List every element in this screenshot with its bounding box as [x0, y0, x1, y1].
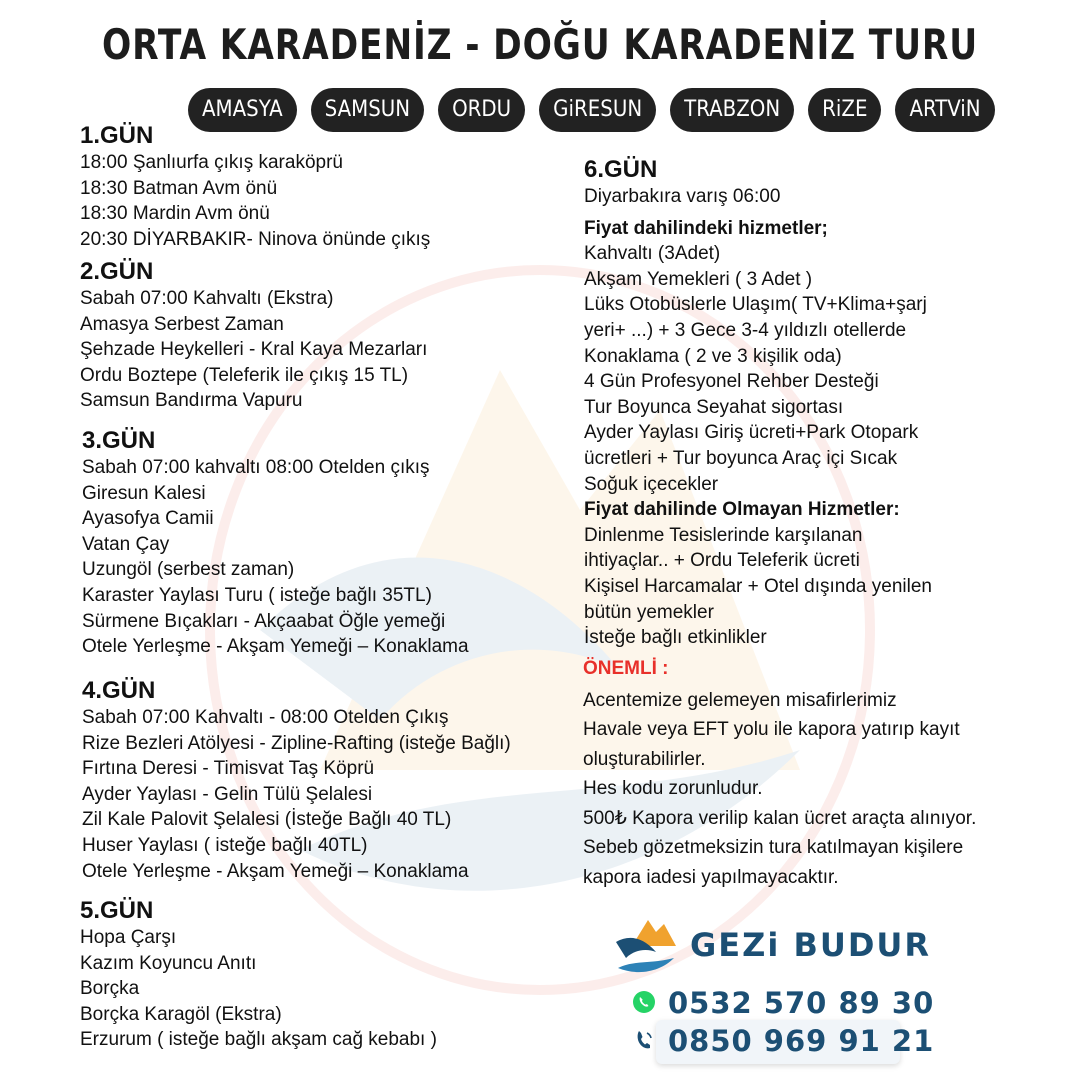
city-pill: ORDU: [438, 88, 525, 132]
itinerary-line: Hopa Çarşı: [80, 927, 177, 948]
included-line: Konaklama ( 2 ve 3 kişilik oda): [584, 345, 842, 367]
important-section: [583, 656, 976, 892]
itinerary-line: Samsun Bandırma Vapuru: [80, 390, 303, 412]
day1-heading: 1.GÜN: [80, 122, 154, 149]
city-pill: AMASYA: [188, 88, 297, 132]
day3-heading: 3.GÜN: [82, 427, 156, 454]
page-title: ORTA KARADENİZ - DOĞU KARADENİZ TURU: [101, 20, 979, 69]
itinerary-line: Otele Yerleşme - Akşam Yemeği – Konaklama: [82, 636, 469, 658]
important-heading: ÖNEMLİ :: [583, 658, 669, 679]
city-pill: TRABZON: [670, 88, 794, 132]
included-line: ücretleri + Tur boyunca Araç içi Sıcak: [584, 447, 898, 469]
city-pill: ARTViN: [895, 88, 994, 132]
itinerary-line: 18:30 Mardin Avm önü: [80, 203, 270, 225]
whatsapp-number: 0532 570 89 30: [668, 986, 935, 1020]
excluded-line: bütün yemekler: [584, 601, 714, 623]
itinerary-line: Karaster Yaylası Turu ( isteğe bağlı 35TL): [82, 584, 432, 606]
itinerary-line: Borçka: [80, 978, 140, 1000]
day3-section: [82, 427, 469, 660]
day1-section: [80, 122, 430, 252]
important-line: Acentemize gelemeyen misafirlerimiz: [583, 689, 897, 711]
included-line: 4 Gün Profesyonel Rehber Desteği: [584, 371, 879, 393]
important-line: Sebeb gözetmeksizin tura katılmayan kişilere: [583, 837, 964, 859]
itinerary-line: 20:30 DİYARBAKIR- Ninova önünde çıkış: [80, 228, 431, 250]
city-pill: SAMSUN: [311, 88, 424, 132]
itinerary-line: Ayasofya Camii: [82, 508, 214, 530]
whatsapp-icon: [632, 990, 656, 1014]
brand-logo: [612, 912, 931, 982]
day5-heading: 5.GÜN: [80, 897, 154, 924]
excluded-line: ihtiyaçlar.. + Ordu Teleferik ücreti: [584, 550, 860, 572]
included-line: Akşam Yemekleri ( 3 Adet ): [584, 268, 813, 290]
phone-icon: [632, 1028, 656, 1052]
day6-heading: 6.GÜN: [584, 156, 658, 183]
itinerary-line: 18:30 Batman Avm önü: [80, 177, 278, 199]
itinerary-line: Giresun Kalesi: [82, 482, 206, 504]
itinerary-line: 18:00 Şanlıurfa çıkış karaköprü: [80, 152, 343, 173]
day2-section: [80, 258, 427, 414]
included-line: Lüks Otobüslerle Ulaşım( TV+Klima+şarj: [584, 294, 927, 316]
excluded-line: Dinlenme Tesislerinde karşılanan: [584, 524, 863, 546]
itinerary-line: Otele Yerleşme - Akşam Yemeği – Konaklama: [82, 860, 469, 882]
included-line: Kahvaltı (3Adet): [584, 243, 721, 265]
important-line: 500₺ Kapora verilip kalan ücret araçta alınıyor.: [583, 807, 977, 829]
itinerary-line: Sabah 07:00 kahvaltı 08:00 Otelden çıkış: [82, 457, 430, 478]
important-line: kapora iadesi yapılmayacaktır.: [583, 866, 839, 888]
brand-name: GEZi BUDUR: [690, 926, 931, 964]
itinerary-line: Borçka Karagöl (Ekstra): [80, 1003, 282, 1025]
day6-section: [584, 156, 932, 651]
itinerary-line: Sabah 07:00 Kahvaltı (Ekstra): [80, 288, 334, 309]
included-line: Soğuk içecekler: [584, 473, 719, 495]
included-line: Tur Boyunca Seyahat sigortası: [584, 396, 844, 418]
important-line: Havale veya EFT yolu ile kapora yatırıp kayıt: [583, 719, 960, 741]
itinerary-line: Diyarbakıra varış 06:00: [584, 186, 781, 207]
included-line: Ayder Yaylası Giriş ücreti+Park Otopark: [584, 422, 919, 444]
itinerary-line: Ordu Boztepe (Teleferik ile çıkış 15 TL): [80, 364, 409, 386]
itinerary-line: Rize Bezleri Atölyesi - Zipline-Rafting (isteğe Bağlı): [82, 732, 511, 754]
itinerary-line: Zil Kale Palovit Şelalesi (İsteğe Bağlı 40 TL): [82, 809, 452, 831]
excluded-line: Kişisel Harcamalar + Otel dışında yenilen: [584, 575, 932, 597]
excluded-heading: Fiyat dahilinde Olmayan Hizmetler:: [584, 499, 900, 521]
included-heading: Fiyat dahilindeki hizmetler;: [584, 217, 828, 239]
itinerary-line: Ayder Yaylası - Gelin Tülü Şelalesi: [82, 783, 373, 805]
itinerary-line: Vatan Çay: [82, 533, 170, 555]
itinerary-line: Huser Yaylası ( isteğe bağlı 40TL): [82, 834, 368, 856]
city-pill: GiRESUN: [539, 88, 656, 132]
city-pill: RiZE: [808, 88, 881, 132]
itinerary-line: Uzungöl (serbest zaman): [82, 559, 295, 581]
itinerary-line: Amasya Serbest Zaman: [80, 313, 284, 335]
important-line: oluşturabilirler.: [583, 748, 706, 770]
bird-logo-icon: [612, 912, 684, 982]
itinerary-line: Fırtına Deresi - Timisvat Taş Köprü: [82, 758, 375, 780]
included-line: yeri+ ...) + 3 Gece 3-4 yıldızlı otellerde: [584, 319, 907, 341]
itinerary-line: Şehzade Heykelleri - Kral Kaya Mezarları: [80, 339, 428, 361]
phone-number: 0850 969 91 21: [668, 1024, 935, 1058]
itinerary-line: Sürmene Bıçakları - Akçaabat Öğle yemeği: [82, 610, 446, 632]
itinerary-line: Kazım Koyuncu Anıtı: [80, 952, 257, 974]
itinerary-line: Erzurum ( isteğe bağlı akşam cağ kebabı ): [80, 1029, 437, 1051]
day4-section: [82, 677, 511, 884]
day5-section: [80, 897, 437, 1053]
day2-heading: 2.GÜN: [80, 258, 154, 285]
important-line: Hes kodu zorunludur.: [583, 778, 763, 800]
itinerary-line: Sabah 07:00 Kahvaltı - 08:00 Otelden Çıkış: [82, 707, 449, 728]
excluded-line: İsteğe bağlı etkinlikler: [584, 627, 767, 649]
day4-heading: 4.GÜN: [82, 677, 156, 704]
